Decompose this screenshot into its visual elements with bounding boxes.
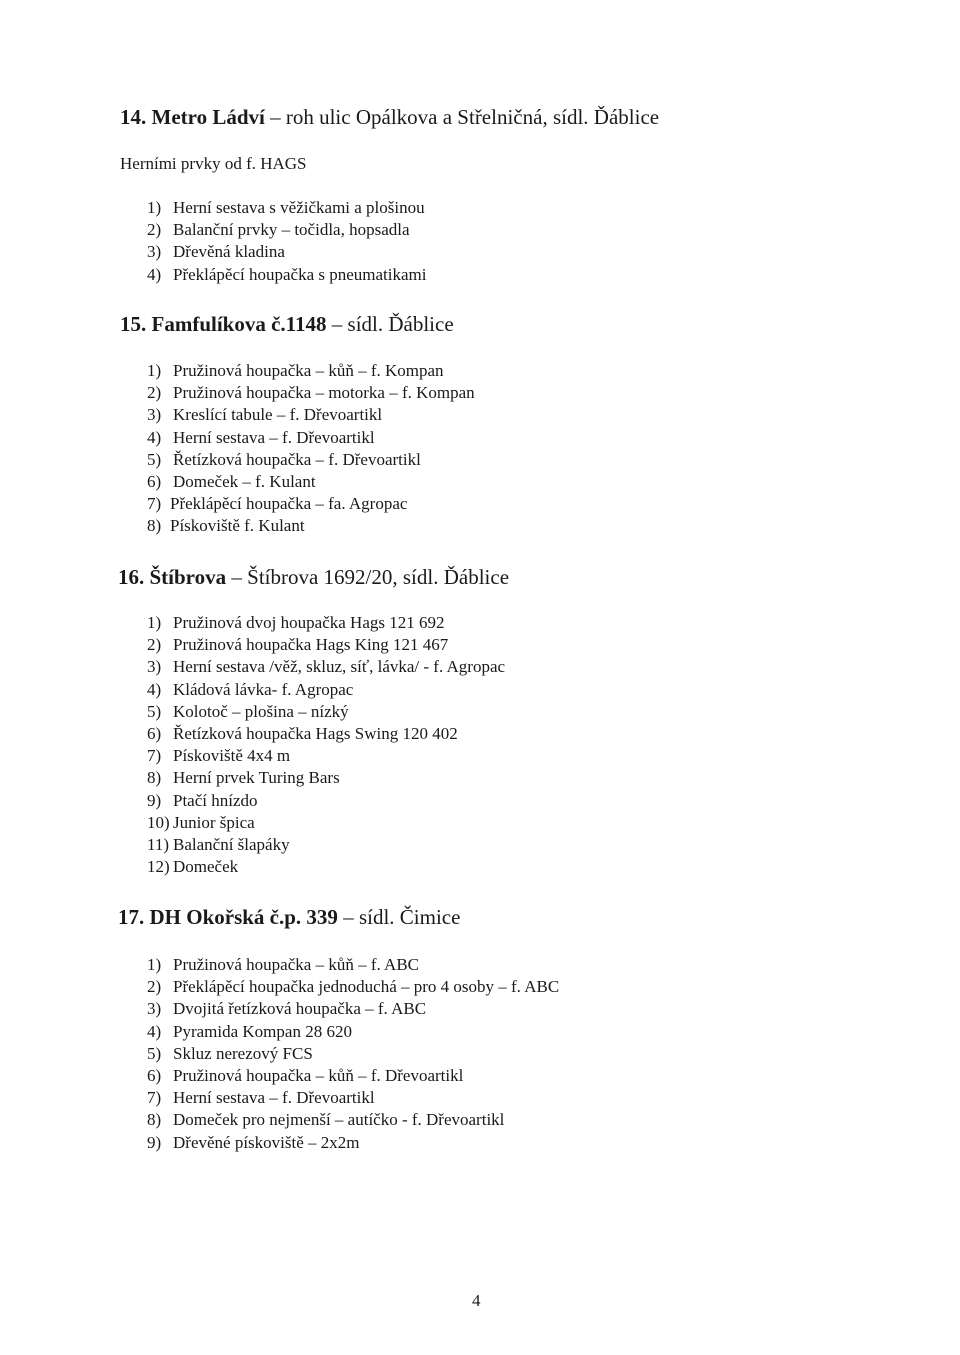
list-item: 4) Herní sestava – f. Dřevoartikl [147,427,375,447]
list-item: 5) Skluz nerezový FCS [147,1043,313,1063]
list-item: 5) Kolotoč – plošina – nízký [147,701,349,721]
list-item: 4) Kládová lávka- f. Agropac [147,679,354,699]
list-item: 6)Řetízková houpačka Hags Swing 120 402 [147,723,458,743]
list-item: 12) Domeček [147,857,239,877]
list-item: 7) Překlápěcí houpačka – fa. Agropac [147,494,408,514]
section-location: – sídl. Čimice [337,905,461,929]
list-item: 1) Pružinová dvoj houpačka Hags 121 692 [147,613,445,632]
section-name: Metro Ládví [151,105,265,129]
list-item: 2) Balanční prvky – točidla, hopsadla [147,220,410,240]
section-location: – Štíbrova 1692/20, sídl. Ďáblice [226,565,510,589]
list-item: 1) Pružinová houpačka – kůň – f. Kompan [147,361,444,380]
section-number: 14. [120,105,147,129]
list-item: 1) Herní sestava s věžičkami a plošinou [147,198,425,217]
section-heading [120,314,454,335]
section-heading [118,567,509,588]
list-item: 9) Dřevěné pískoviště – 2x2m [147,1132,360,1152]
section-name: Štíbrova [149,565,227,589]
list-item: 8) Domeček pro nejmenší – autíčko - f. Dřevoartikl [147,1110,505,1130]
list-item: 11) Balanční šlapáky [147,834,290,854]
section-heading [120,107,659,128]
item-list [147,612,505,878]
list-item: 3) Dvojitá řetízková houpačka – f. ABC [147,999,427,1019]
item-list [147,197,427,286]
list-item: 4) Překlápěcí houpačka s pneumatikami [147,264,427,284]
section-location: – roh ulic Opálkova a Střelničná, sídl. Ďáblice [264,105,660,129]
list-item: 8) Herní prvek Turing Bars [147,768,340,788]
list-item: 1) Pružinová houpačka – kůň – f. ABC [147,955,419,974]
list-item: 9) Ptačí hnízdo [147,790,258,810]
item-list [147,954,559,1154]
list-item: 3) Kreslící tabule – f. Dřevoartikl [147,405,383,425]
list-item: 3) Dřevěná kladina [147,242,285,262]
section-name: DH Okořská č.p. 339 [149,905,338,929]
list-item: 2) Překlápěcí houpačka jednoduchá – pro 4 osoby – f. ABC [147,977,560,997]
list-item: 7) Herní sestava – f. Dřevoartikl [147,1088,375,1108]
list-item: 2) Pružinová houpačka Hags King 121 467 [147,635,449,655]
section-heading [118,907,460,928]
list-item: 4) Pyramida Kompan 28 620 [147,1021,352,1041]
list-item: 6) Pružinová houpačka – kůň – f. Dřevoartikl [147,1065,464,1085]
section-number: 15. [120,312,147,336]
list-item: 7)Pískoviště 4x4 m [147,746,291,766]
list-item: 3) Herní sestava /věž, skluz, síť, lávka/ - f. Agropac [147,657,506,677]
section-name: Famfulíkova č.1148 [151,312,327,336]
list-item: 2) Pružinová houpačka – motorka – f. Kompan [147,383,475,403]
list-item: 8) Pískoviště f. Kulant [147,516,305,536]
list-item: 5) Řetízková houpačka – f. Dřevoartikl [147,449,421,469]
section-number: 16. [118,565,145,589]
page-number: 4 [472,1291,481,1310]
section-number: 17. [118,905,145,929]
list-item: 10) Junior špica [147,812,255,832]
list-item: 6) Domeček – f. Kulant [147,471,316,491]
section-location: – sídl. Ďáblice [326,312,454,336]
section-subtitle: Herními prvky od f. HAGS [120,154,307,173]
item-list [147,360,475,538]
